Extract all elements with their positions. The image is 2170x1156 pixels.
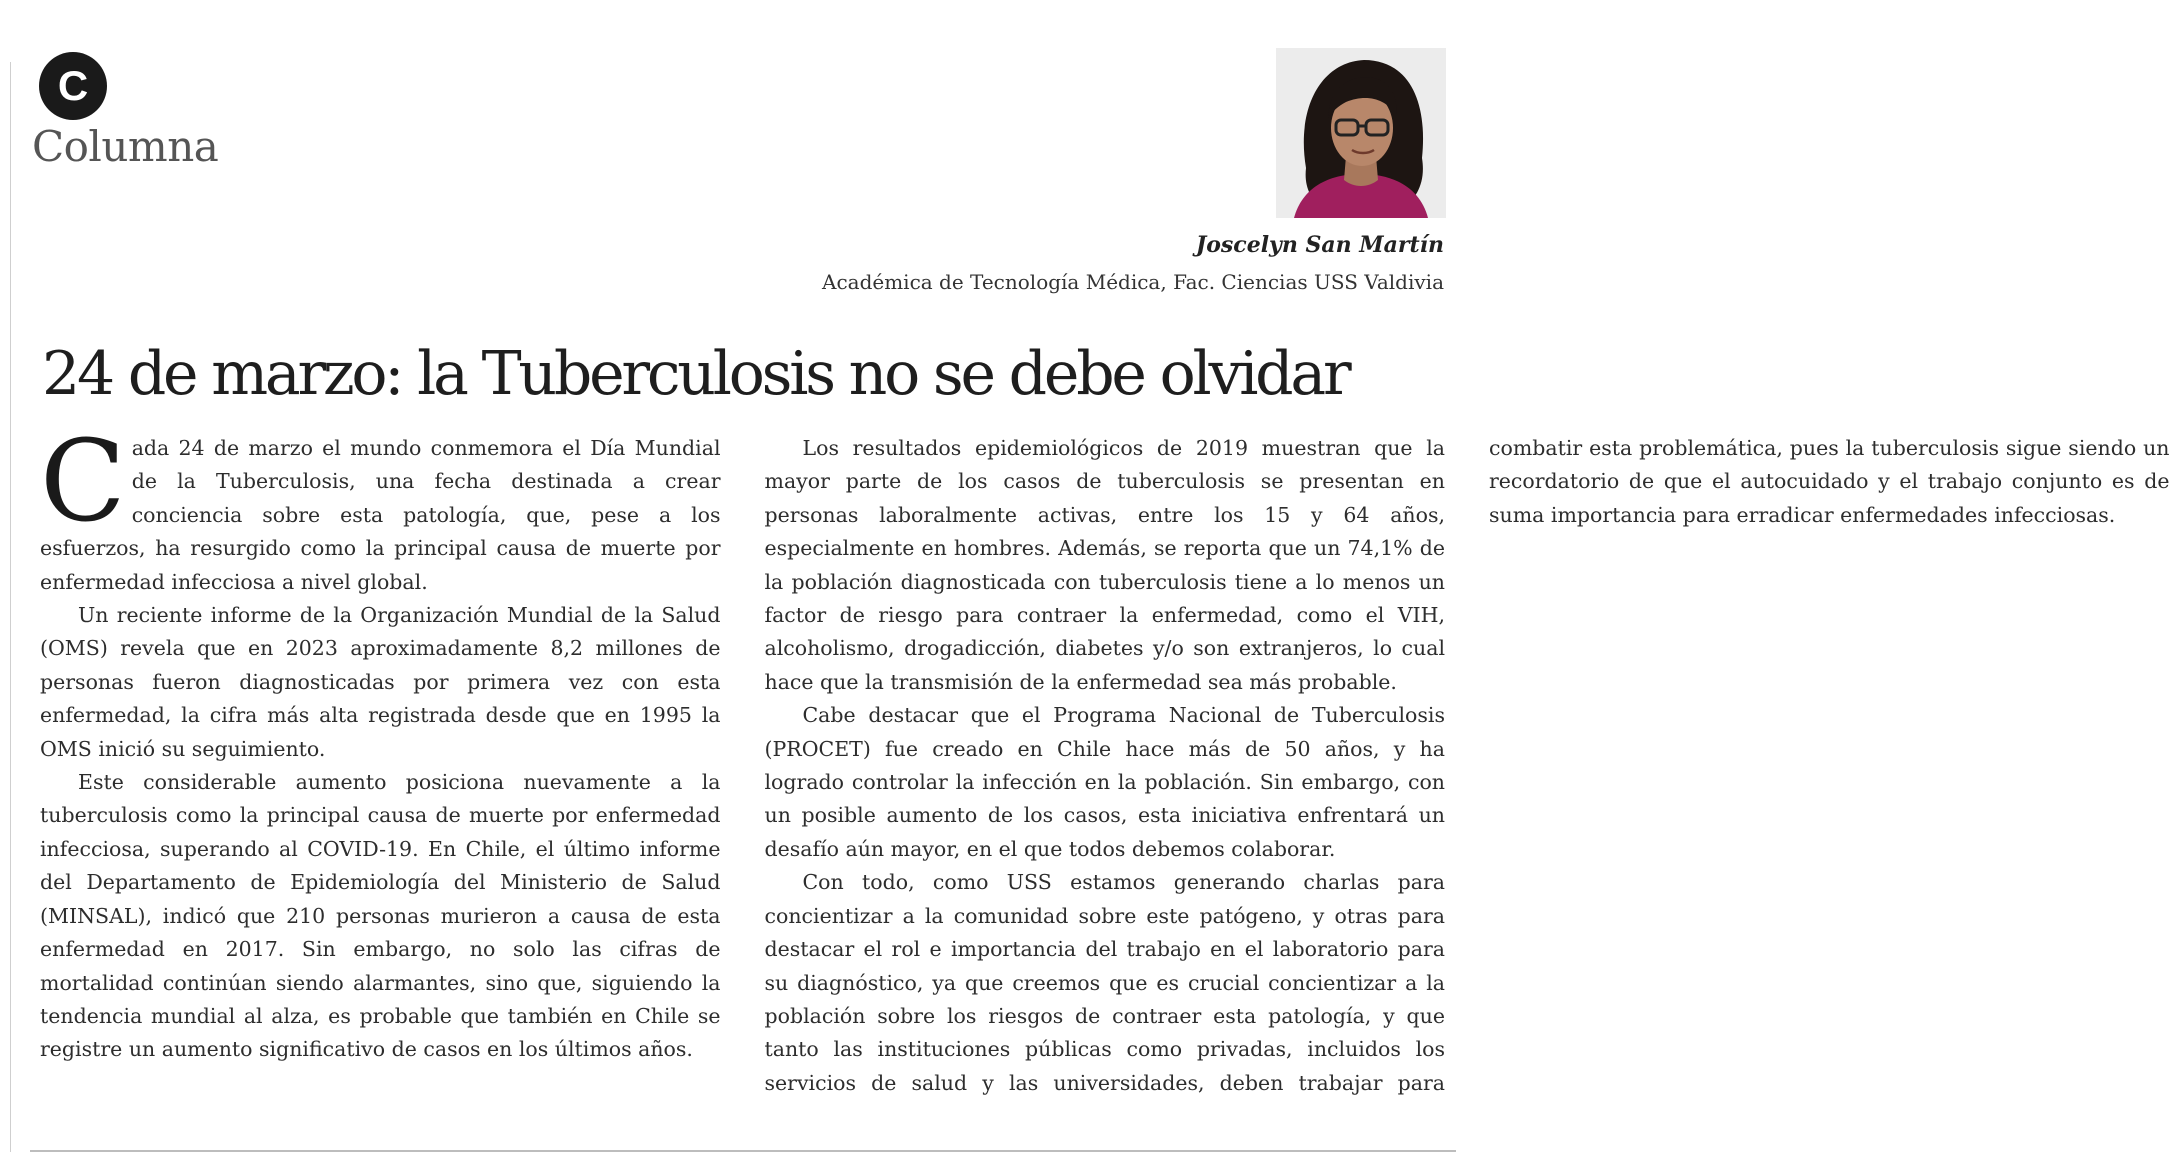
section-badge <box>39 52 107 120</box>
left-border-rule <box>10 62 11 1152</box>
section-badge-letter: C <box>57 62 89 109</box>
article-paragraph: Cabe destacar que el Programa Nacional de Tuberculosis (PROCET) fue creado en Chile hace más de 50 años, y ha logrado controlar la infección en la población. Sin embargo, con un posible aumento de los casos, esta iniciativa enfrentará un desafío aún mayor, en el que todos debemos colaborar. <box>764 703 1445 861</box>
article-paragraph: Con todo, como USS estamos generando charlas para concientizar a la comunidad sobre este patógeno, y otras para destacar el rol e importancia del trabajo en el laboratorio para su diagnóstico, ya que creemos que es crucial concientizar a la población sobre los riesgos de contraer esta patología, y que tanto las instituciones públicas como privadas, incluidos los servicios de salud y las universidades, deben trabajar para combatir esta problemática, pues la tuberculosis sigue siendo un recordatorio de que el autocuidado y el trabajo conjunto es de suma importancia para erradicar enfermedades infecciosas. <box>764 436 2170 1095</box>
section-label: Columna <box>32 122 219 171</box>
author-photo <box>1276 48 1446 218</box>
article-paragraph <box>40 417 721 599</box>
author-role: Académica de Tecnología Médica, Fac. Ciencias USS Valdivia <box>822 270 1444 294</box>
paragraph-text: ada 24 de marzo el mundo conmemora el Día Mundial de la Tuberculosis, una fecha destinada a crear conciencia sobre esta patología, que, pese a los esfuerzos, ha resurgido como la principal causa de muerte por enfermedad infecciosa a nivel global. <box>40 436 721 594</box>
article-paragraph: Los resultados epidemiológicos de 2019 muestran que la mayor parte de los casos de tuberculosis se presentan en personas laboralmente activas, entre los 15 y 64 años, especialmente en hombres. Además, se reporta que un 74,1% de la población diagnosticada con tuberculosis tiene a lo menos un factor de riesgo para contraer la enfermedad, como el VIH, alcoholismo, drogadicción, diabetes y/o son extranjeros, lo cual hace que la transmisión de la enfermedad sea más probable. <box>764 436 1445 694</box>
drop-cap: C <box>40 417 126 547</box>
bottom-border-rule <box>30 1150 1456 1152</box>
article-headline: 24 de marzo: la Tuberculosis no se debe olvidar <box>42 339 1349 409</box>
article-paragraph: Este considerable aumento posiciona nuevamente a la tuberculosis como la principal causa de muerte por enfermedad infecciosa, superando al COVID-19. En Chile, el último informe del Departamento de Epidemiología del Ministerio de Salud (MINSAL), indicó que 210 personas murieron a causa de esta enfermedad en 2017. Sin embargo, no solo las cifras de mortalidad continúan siendo alarmantes, sino que, siguiendo la tendencia mundial al alza, es probable que también en Chile se registre un aumento significativo de casos en los últimos años. <box>40 770 721 1062</box>
article-body <box>40 417 2170 1132</box>
article-paragraph: Un reciente informe de la Organización Mundial de la Salud (OMS) revela que en 2023 aproximadamente 8,2 millones de personas fueron diagnosticadas por primera vez con esta enfermedad, la cifra más alta registrada desde que en 1995 la OMS inició su seguimiento. <box>40 603 721 761</box>
author-portrait-illustration <box>1276 48 1446 218</box>
author-name: Joscelyn San Martín <box>1195 232 1444 258</box>
